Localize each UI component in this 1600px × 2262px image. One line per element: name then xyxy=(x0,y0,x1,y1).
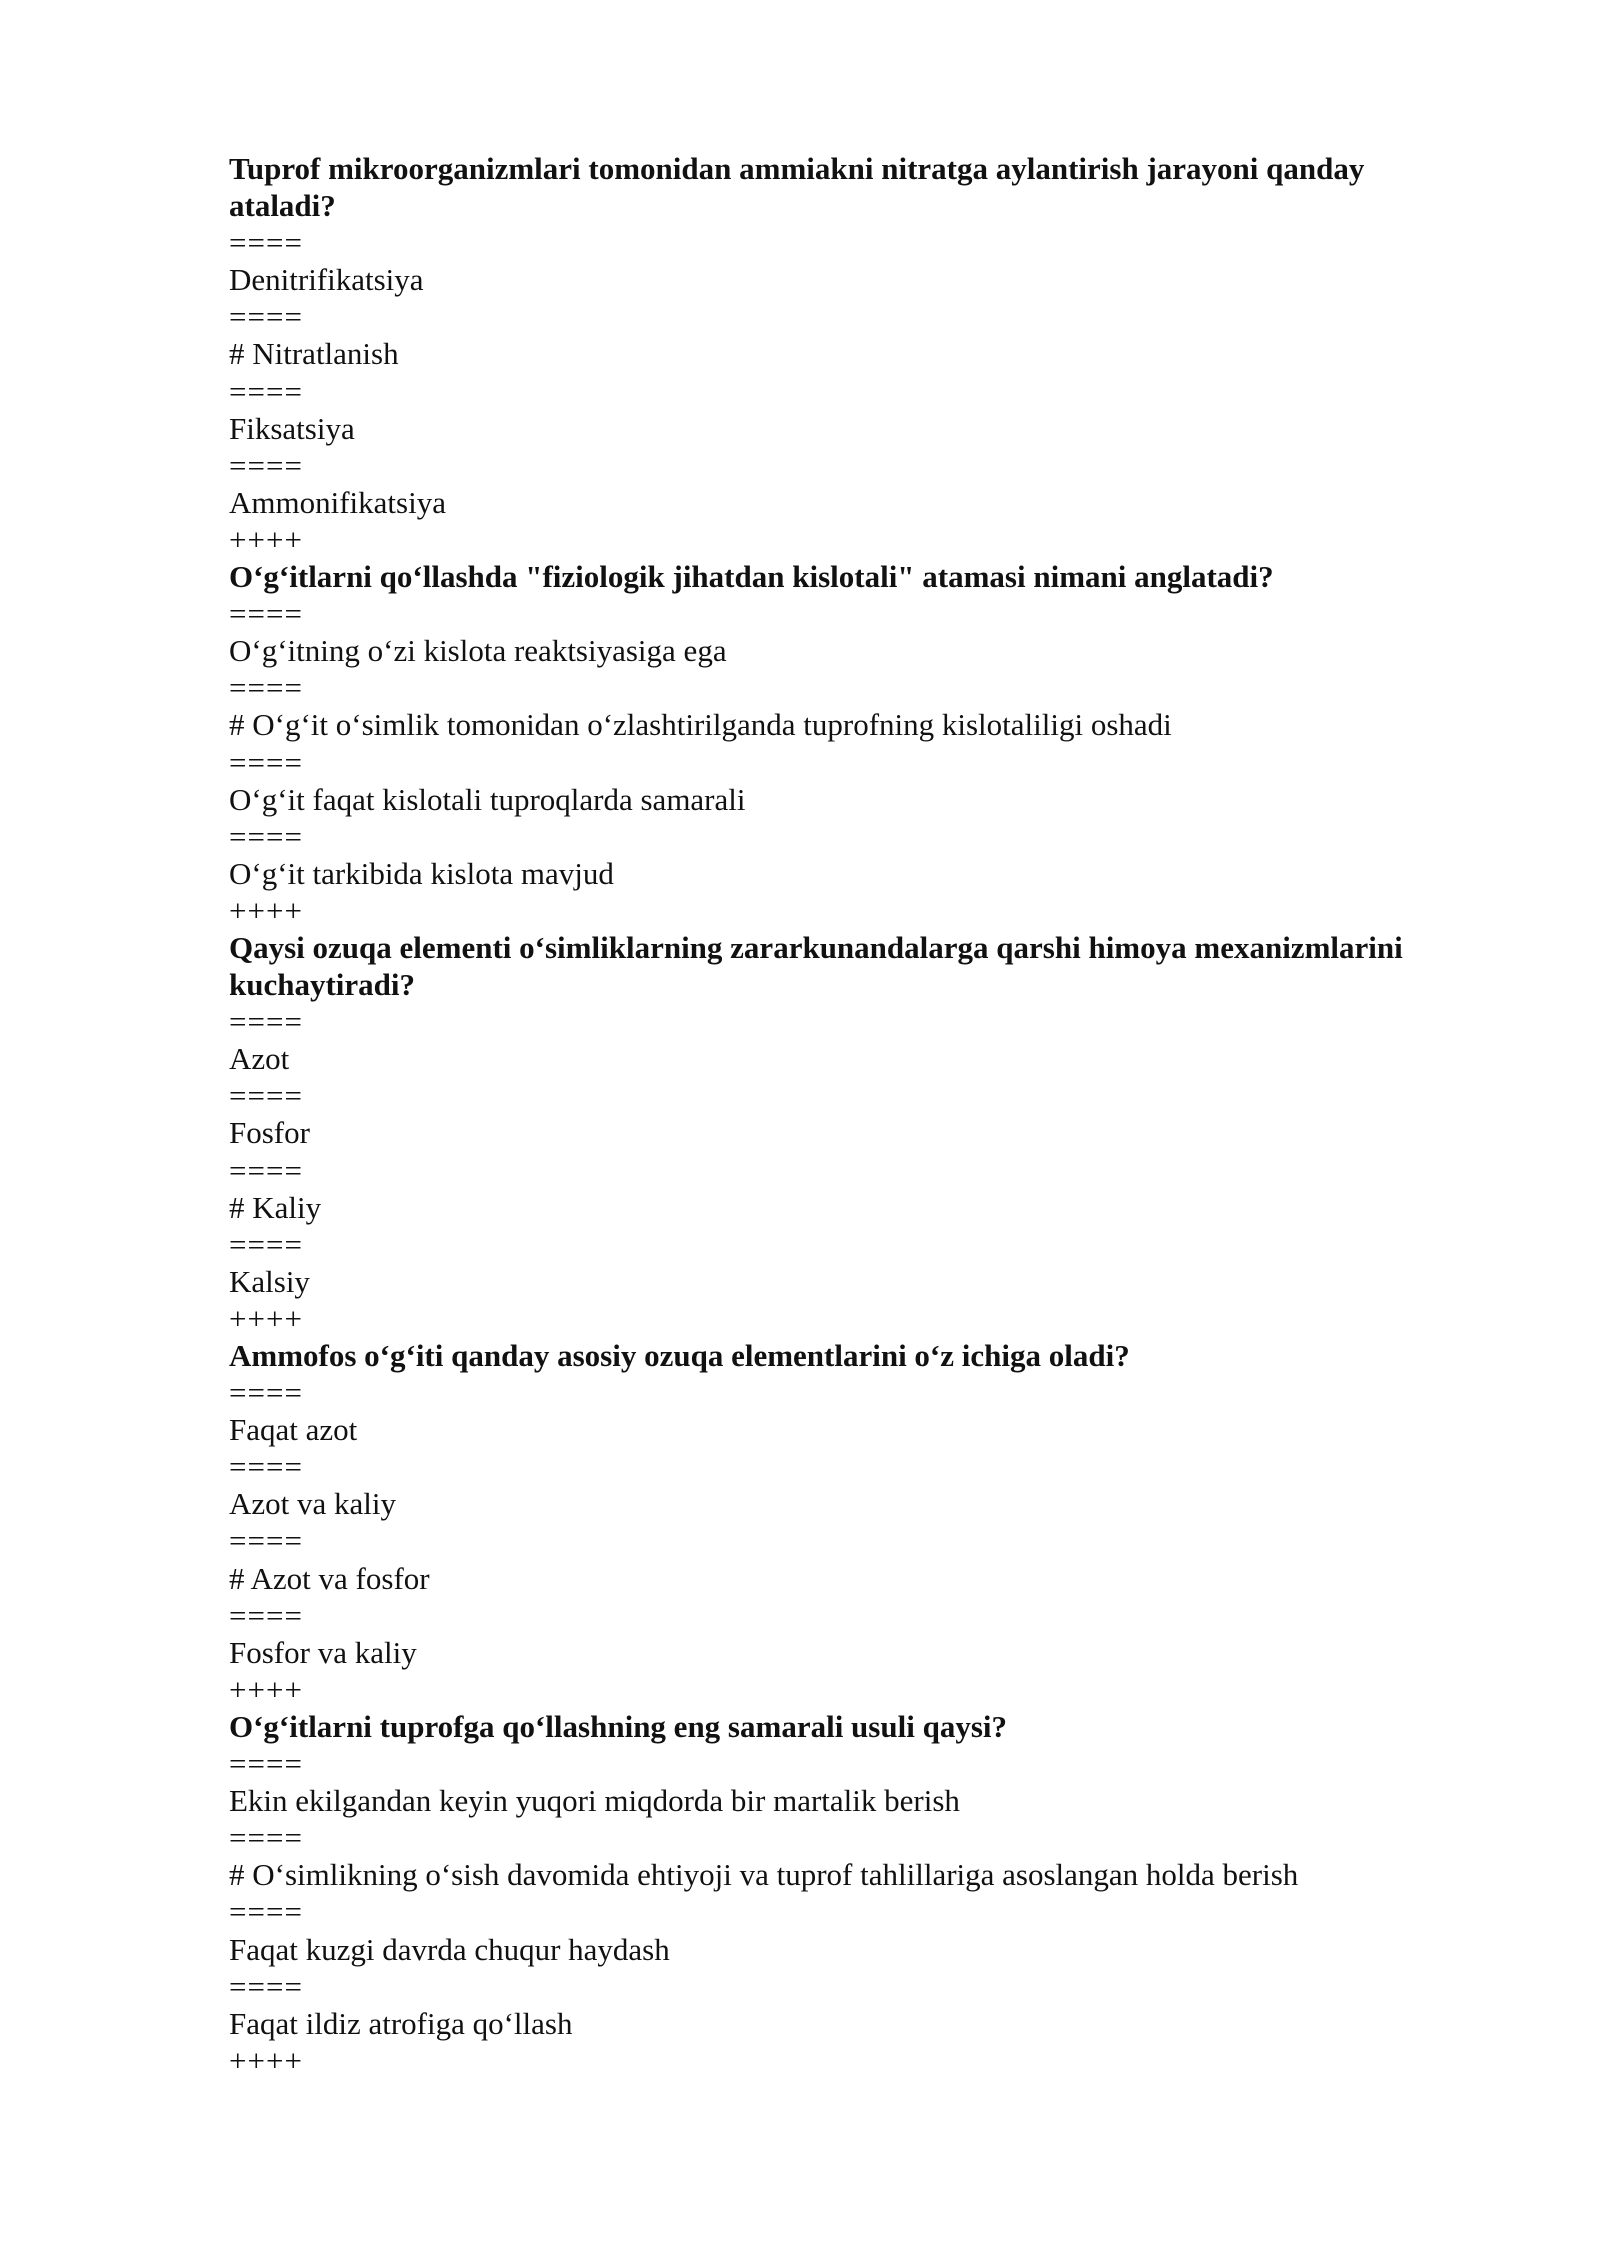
answer-option: Azot va kaliy xyxy=(229,1486,397,1522)
option-separator: ==== xyxy=(229,299,303,335)
answer-option: O‘g‘it faqat kislotali tuproqlarda samarali xyxy=(229,781,746,817)
question-text: Qaysi ozuqa elementi o‘simliklarning zararkunandalarga qarshi himoya mexanizmlarini kuchaytiradi? xyxy=(229,929,1403,1003)
answer-option-correct: # O‘g‘it o‘simlik tomonidan o‘zlashtirilganda tuprofning kislotaliligi oshadi xyxy=(229,707,1172,743)
option-separator: ==== xyxy=(229,447,303,483)
option-separator: ==== xyxy=(229,670,303,706)
option-separator: ==== xyxy=(229,1152,303,1188)
option-separator: ==== xyxy=(229,1820,303,1856)
question-block xyxy=(229,558,1469,929)
answer-option: Fosfor va kaliy xyxy=(229,1634,417,1670)
question-text: Tuprof mikroorganizmlari tomonidan ammiakni nitratga aylantirish jarayoni qanday ataladi? xyxy=(229,151,1365,224)
answer-option: Faqat ildiz atrofiga qo‘llash xyxy=(229,2005,573,2041)
answer-option: Denitrifikatsiya xyxy=(229,262,424,298)
answer-option: Fosfor xyxy=(229,1115,310,1151)
option-separator: ==== xyxy=(229,1226,303,1262)
question-text: Ammofos o‘g‘iti qanday asosiy ozuqa elementlarini o‘z ichiga oladi? xyxy=(229,1338,1130,1373)
question-separator: ++++ xyxy=(229,2042,303,2078)
question-separator: ++++ xyxy=(229,892,303,928)
answer-option: Kalsiy xyxy=(229,1263,310,1299)
option-separator: ==== xyxy=(229,1004,303,1040)
answer-option-correct: # O‘simlikning o‘sish davomida ehtiyoji va tuprof tahlillariga asoslangan holda berish xyxy=(229,1857,1299,1893)
question-text: O‘g‘itlarni qo‘llashda "fiziologik jihatdan kislotali" atamasi nimani anglatadi? xyxy=(229,559,1274,595)
question-separator: ++++ xyxy=(229,1671,303,1707)
question-block xyxy=(229,929,1469,1337)
option-separator: ==== xyxy=(229,1746,303,1782)
option-separator: ==== xyxy=(229,225,303,261)
question-text: O‘g‘itlarni tuprofga qo‘llashning eng samarali usuli qaysi? xyxy=(229,1708,1007,1744)
option-separator: ==== xyxy=(229,1078,303,1114)
question-separator: ++++ xyxy=(229,1300,303,1336)
answer-option: Ammonifikatsiya xyxy=(229,484,446,520)
option-separator: ==== xyxy=(229,1968,303,2004)
answer-option: Ekin ekilgandan keyin yuqori miqdorda bir martalik berish xyxy=(229,1783,960,1819)
document-page xyxy=(229,150,1469,2079)
answer-option-correct: # Azot va fosfor xyxy=(229,1560,430,1596)
question-block xyxy=(229,1708,1469,2079)
option-separator: ==== xyxy=(229,1523,303,1559)
answer-option: Fiksatsiya xyxy=(229,410,355,446)
option-separator: ==== xyxy=(229,373,303,409)
answer-option: Azot xyxy=(229,1041,290,1077)
option-separator: ==== xyxy=(229,1449,303,1485)
question-separator: ++++ xyxy=(229,521,303,557)
option-separator: ==== xyxy=(229,1894,303,1930)
option-separator: ==== xyxy=(229,1375,303,1411)
answer-option: O‘g‘it tarkibida kislota mavjud xyxy=(229,855,614,891)
answer-option: O‘g‘itning o‘zi kislota reaktsiyasiga ega xyxy=(229,633,727,669)
question-block xyxy=(229,1337,1469,1708)
answer-option: Faqat kuzgi davrda chuqur haydash xyxy=(229,1931,670,1967)
option-separator: ==== xyxy=(229,744,303,780)
answer-option-correct: # Nitratlanish xyxy=(229,336,399,372)
option-separator: ==== xyxy=(229,596,303,632)
option-separator: ==== xyxy=(229,818,303,854)
option-separator: ==== xyxy=(229,1597,303,1633)
answer-option-correct: # Kaliy xyxy=(229,1189,322,1225)
question-block xyxy=(229,150,1469,558)
answer-option: Faqat azot xyxy=(229,1412,358,1448)
